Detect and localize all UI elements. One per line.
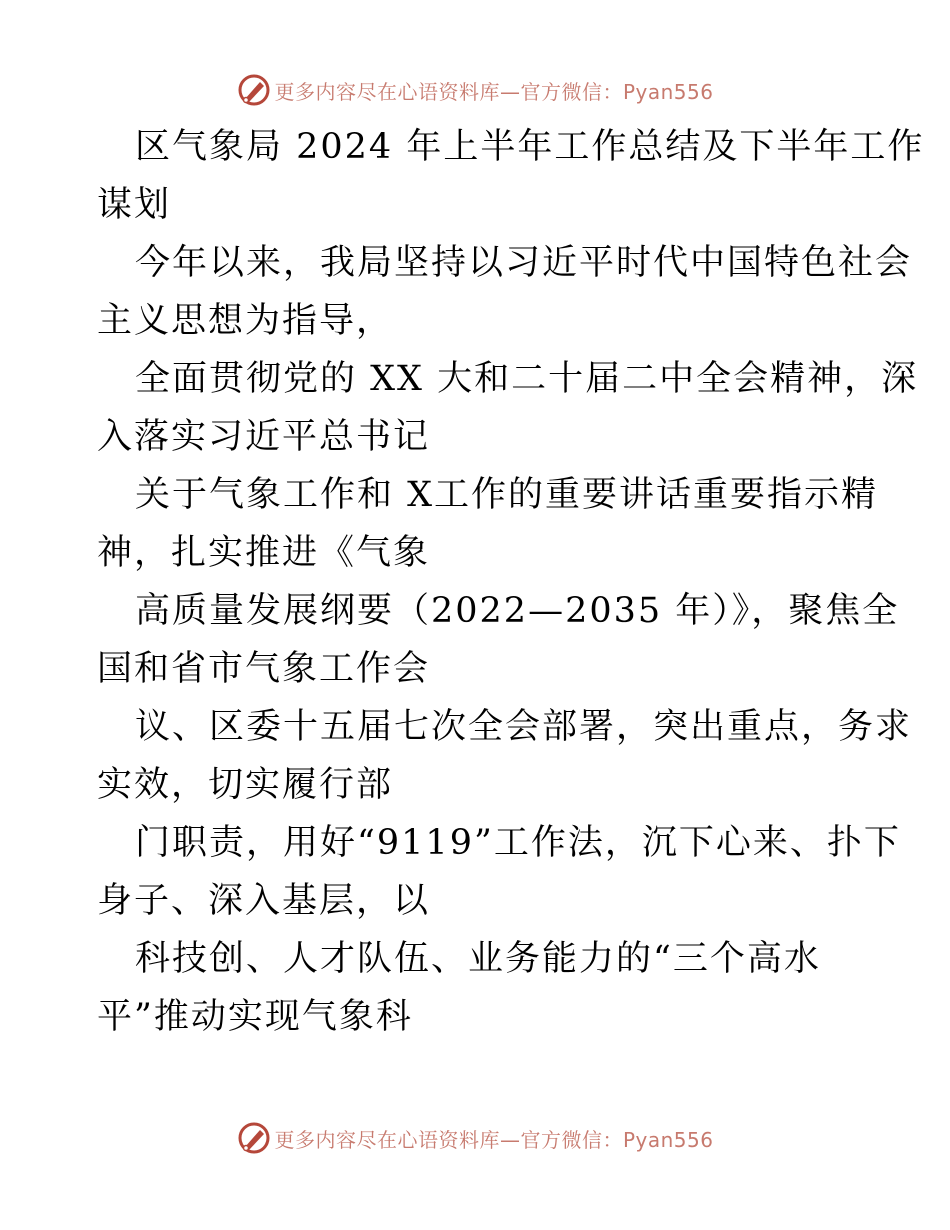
paragraph xyxy=(0,234,950,350)
paragraph xyxy=(0,350,950,466)
paragraph xyxy=(0,698,950,814)
header-watermark xyxy=(0,70,950,110)
paragraph xyxy=(0,930,950,1046)
paragraph-line: 平”推动实现气象科 xyxy=(97,997,413,1037)
paragraph-line: 实效，切实履行部 xyxy=(97,765,394,805)
paragraph-line: 入落实习近平总书记 xyxy=(97,417,431,457)
watermark-text: 更多内容尽在心语资料库—官方微信：Pyan556 xyxy=(274,79,714,104)
paragraph xyxy=(0,814,950,930)
paragraph-line: 科技创、人才队伍、业务能力的“三个高水 xyxy=(135,939,821,979)
paragraph-line: 谋划 xyxy=(97,185,172,225)
paragraph xyxy=(0,582,950,698)
paragraph-line: 神，扎实推进《气象 xyxy=(97,533,431,573)
paragraph-line: 议、区委十五届七次全会部署，突出重点，务求 xyxy=(135,707,913,747)
document-title xyxy=(0,118,950,234)
paragraph xyxy=(0,466,950,582)
pen-seal-icon xyxy=(236,72,272,108)
paragraph-line: 今年以来，我局坚持以习近平时代中国特色社会 xyxy=(135,243,913,283)
paragraph-line: 身子、深入基层，以 xyxy=(97,881,431,921)
paragraph-line: 区气象局 2024 年上半年工作总结及下半年工作 xyxy=(135,127,925,167)
pen-seal-icon xyxy=(236,1120,272,1156)
paragraph-line: 高质量发展纲要（2022—2035 年）》，聚焦全 xyxy=(135,591,900,631)
paragraph-line: 关于气象工作和 X工作的重要讲话重要指示精 xyxy=(135,475,879,515)
paragraph-line: 门职责，用好“9119”工作法，沉下心来、扑下 xyxy=(135,823,901,863)
footer-watermark xyxy=(0,1118,950,1158)
document-body xyxy=(0,118,950,1046)
paragraph-line: 国和省市气象工作会 xyxy=(97,649,431,689)
watermark-text: 更多内容尽在心语资料库—官方微信：Pyan556 xyxy=(274,1127,714,1152)
paragraph-line: 全面贯彻党的 XX 大和二十届二中全会精神，深 xyxy=(135,359,919,399)
paragraph-line: 主义思想为指导， xyxy=(97,301,394,341)
